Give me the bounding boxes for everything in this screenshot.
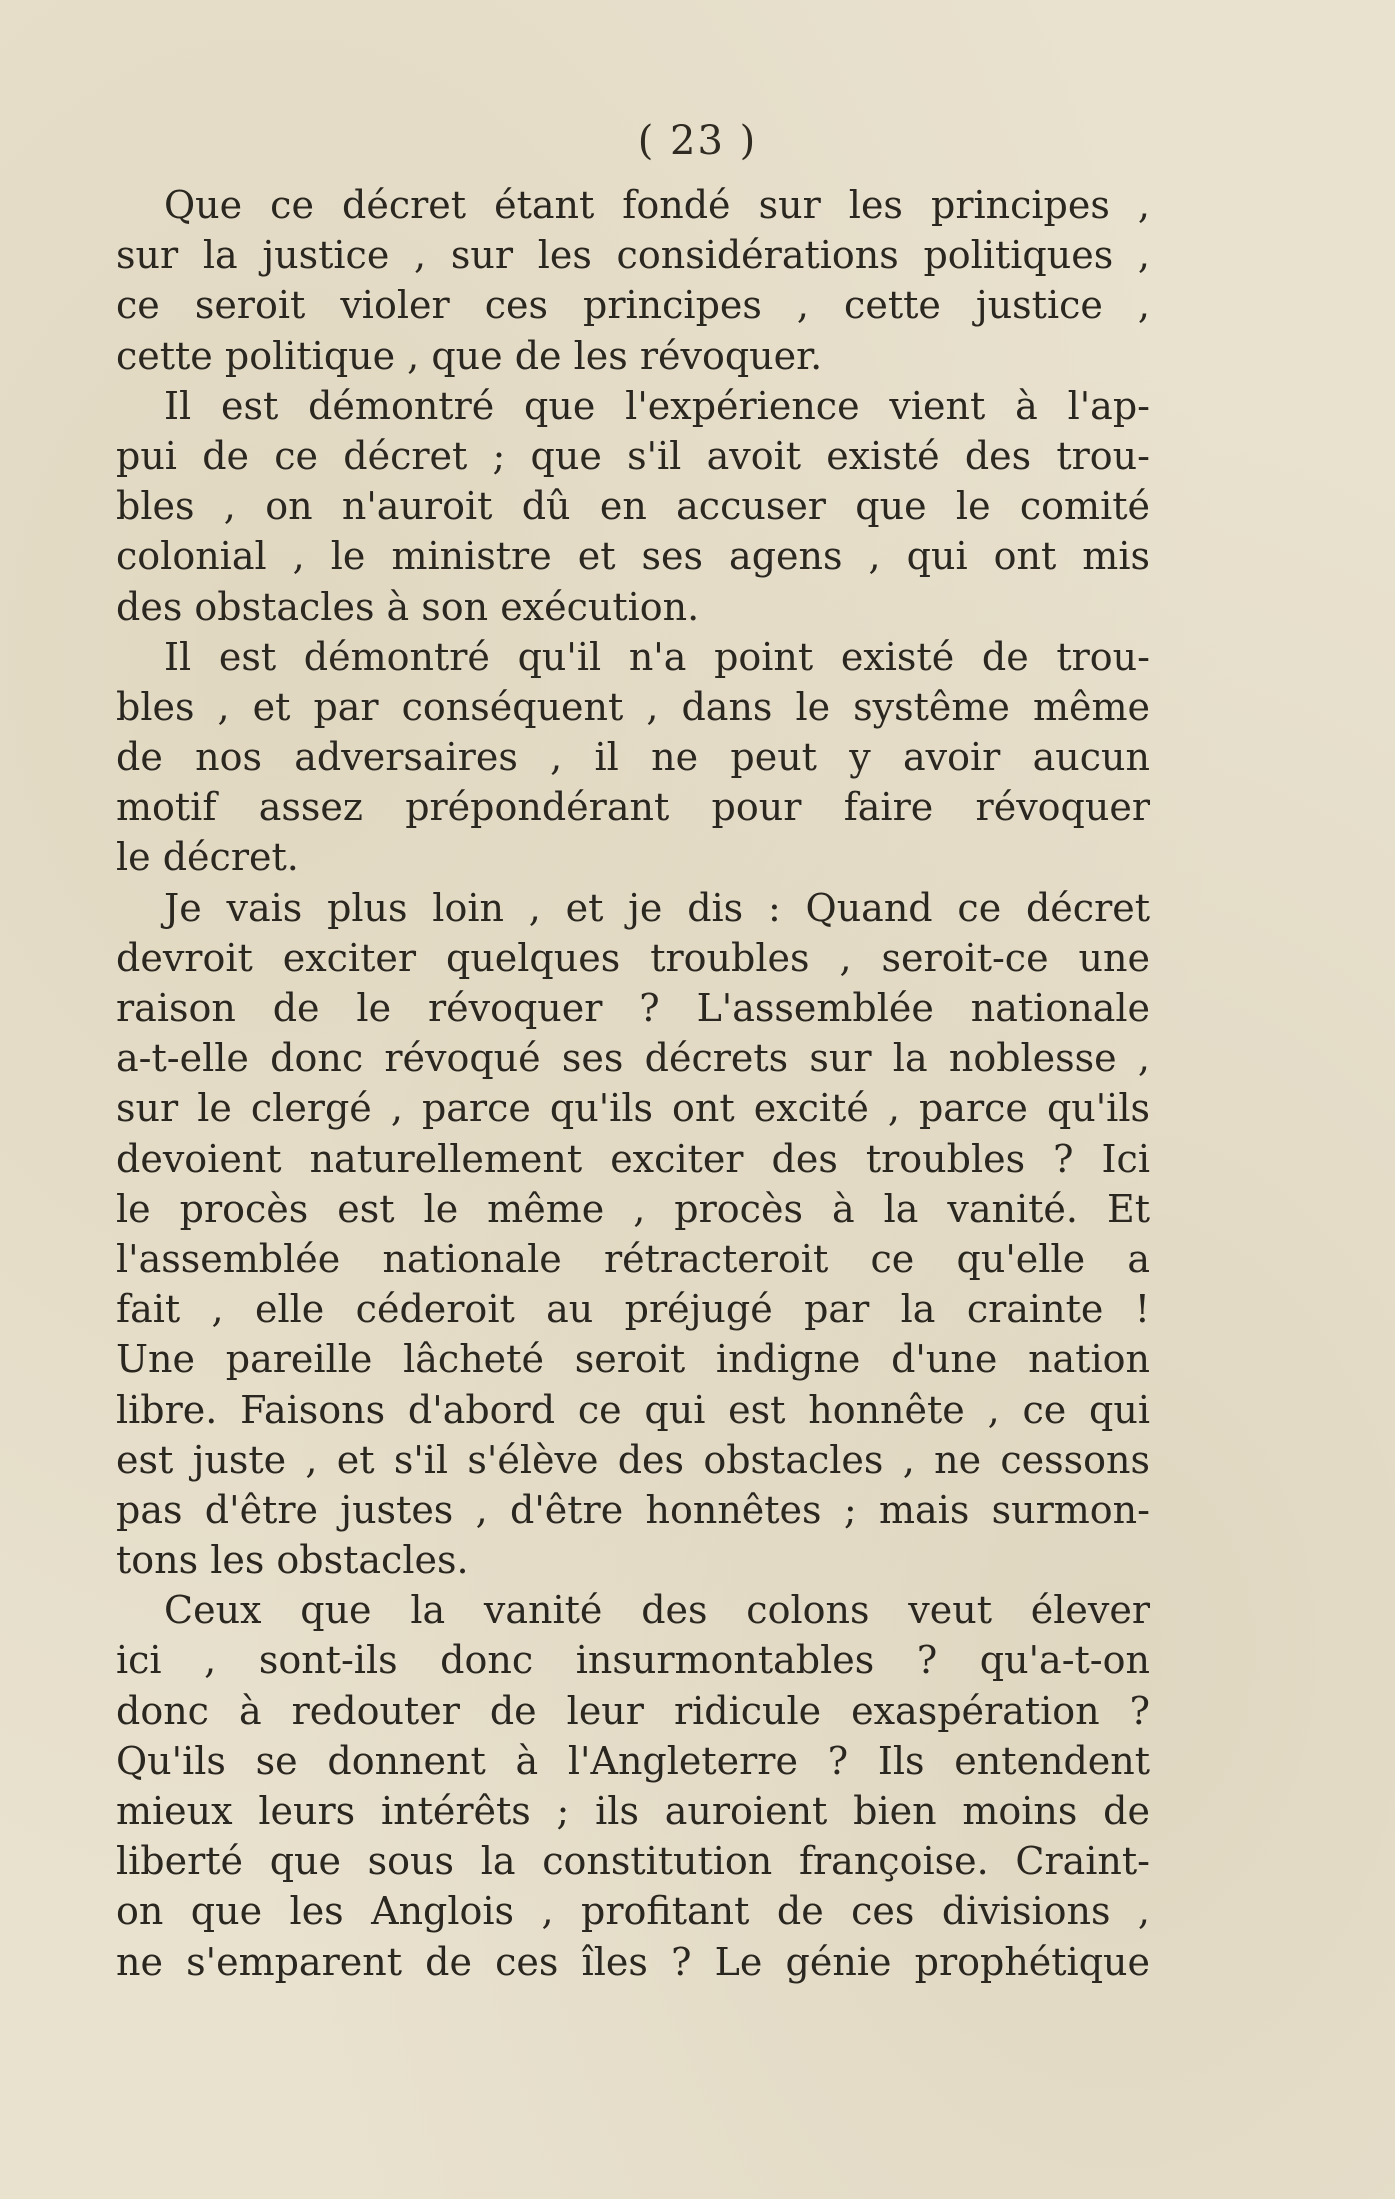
text-line: ne s'emparent de ces îles ? Le génie prophétique (116, 1939, 1150, 1984)
text-line: le procès est le même , procès à la vanité. Et (116, 1186, 1150, 1231)
text-line: tons les obstacles. (116, 1538, 469, 1583)
text-line: des obstacles à son exécution. (116, 584, 700, 629)
text-line: sur la justice , sur les considérations politiques , (116, 233, 1150, 278)
text-line: colonial , le ministre et ses agens , qui ont mis (116, 534, 1150, 579)
text-line: bles , et par conséquent , dans le systême même (116, 684, 1150, 729)
text-line: mieux leurs intérêts ; ils auroient bien moins de (116, 1789, 1150, 1833)
text-line: cette politique , que de les révoquer. (116, 333, 823, 378)
text-line: de nos adversaires , il ne peut y avoir aucun (116, 735, 1150, 780)
text-line: Une pareille lâcheté seroit indigne d'une nation (116, 1337, 1150, 1382)
text-line: ici , sont-ils donc insurmontables ? qu'a-t-on (116, 1638, 1150, 1683)
text-line: l'assemblée nationale rétracteroit ce qu'elle a (116, 1236, 1150, 1281)
text-line: pas d'être justes , d'être honnêtes ; mais surmon- (116, 1487, 1150, 1532)
text-line: libre. Faisons d'abord ce qui est honnête , ce qui (116, 1387, 1150, 1432)
text-line: raison de le révoquer ? L'assemblée nationale (116, 986, 1150, 1030)
text-line: motif assez prépondérant pour faire révoquer (116, 785, 1150, 830)
page-text (116, 180, 1150, 1987)
text-line: donc à redouter de leur ridicule exaspération ? (116, 1688, 1150, 1733)
text-line: fait , elle céderoit au préjugé par la crainte ! (116, 1287, 1150, 1332)
text-line: le décret. (116, 835, 299, 880)
text-line: est juste , et s'il s'élève des obstacles , ne cessons (116, 1437, 1150, 1482)
text-line: liberté que sous la constitution françoise. Craint- (116, 1839, 1150, 1884)
page-number: ( 23 ) (637, 118, 758, 164)
text-line: a-t-elle donc révoqué ses décrets sur la noblesse , (116, 1036, 1150, 1081)
text-line: Il est démontré qu'il n'a point existé de trou- (164, 634, 1150, 679)
text-line: devroit exciter quelques troubles , seroit-ce une (116, 935, 1150, 980)
text-line: Ceux que la vanité des colons veut élever (164, 1588, 1150, 1633)
text-line: sur le clergé , parce qu'ils ont excité , parce qu'ils (116, 1086, 1150, 1131)
text-line: bles , on n'auroit dû en accuser que le comité (116, 484, 1150, 529)
text-line: Je vais plus loin , et je dis : Quand ce décret (164, 885, 1150, 930)
text-line: Que ce décret étant fondé sur les principes , (164, 183, 1150, 227)
text-line: devoient naturellement exciter des troubles ? Ici (116, 1136, 1150, 1181)
text-line: Qu'ils se donnent à l'Angleterre ? Ils entendent (116, 1738, 1150, 1783)
text-line: Il est démontré que l'expérience vient à l'ap- (164, 383, 1150, 428)
text-line: on que les Anglois , profitant de ces divisions , (116, 1889, 1150, 1934)
text-line: ce seroit violer ces principes , cette justice , (116, 283, 1150, 328)
text-line: pui de ce décret ; que s'il avoit existé des trou- (116, 433, 1150, 478)
